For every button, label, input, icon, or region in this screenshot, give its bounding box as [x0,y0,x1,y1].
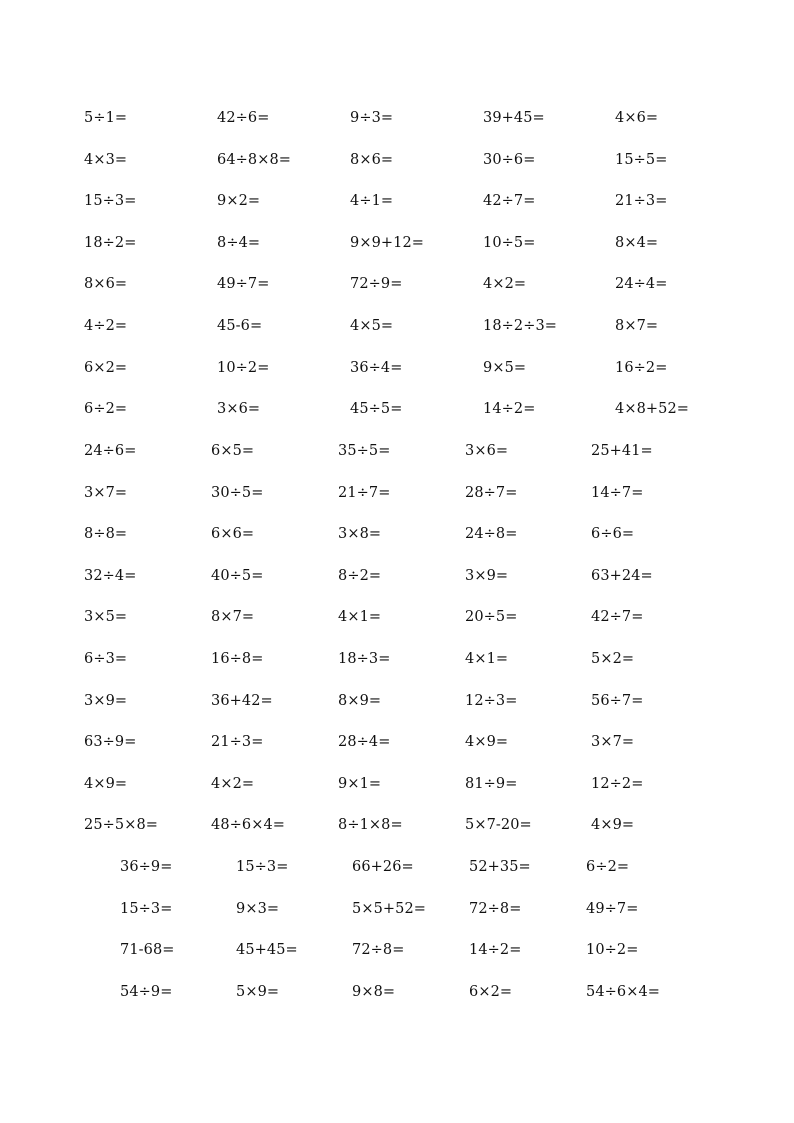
math-problem: 66+26= [352,859,414,875]
math-problem: 54÷9= [120,983,173,1000]
math-problem: 6÷2= [84,401,128,418]
math-problem: 18÷3= [338,650,391,667]
math-problem: 5×9= [236,983,280,1000]
math-problem: 45÷5= [350,401,403,418]
math-problem: 4÷1= [350,193,394,210]
math-problem: 36+42= [211,692,273,709]
math-problem: 36÷4= [350,359,403,376]
math-problem: 3×9= [465,567,509,584]
math-problem: 9×1= [338,775,382,792]
math-problem: 72÷8= [352,942,405,959]
problem-row [0,399,794,441]
math-problem: 4×1= [338,609,382,626]
problem-block-lower [0,857,794,1023]
math-problem: 3×5= [84,609,128,626]
math-problem: 63+24= [591,567,653,584]
math-problem: 8÷1×8= [338,817,403,834]
math-problem: 15÷3= [84,193,137,210]
math-problem: 4×8+52= [615,401,690,418]
problem-row [0,899,794,941]
math-problem: 4×3= [84,151,128,168]
math-problem: 3×9= [84,692,128,709]
math-problem: 72÷8= [469,900,522,917]
math-problem: 3×6= [217,401,261,418]
problem-block-middle [0,441,794,857]
problem-row [0,774,794,816]
math-problem: 21÷7= [338,484,391,501]
math-problem: 4÷2= [84,317,128,334]
math-problem: 12÷2= [591,775,644,792]
math-problem: 71-68= [120,942,175,959]
math-problem: 15÷3= [120,900,173,917]
math-problem: 52+35= [469,859,531,875]
problem-row [0,982,794,1024]
math-problem: 16÷8= [211,650,264,667]
math-problem: 14÷2= [469,942,522,959]
math-problem: 30÷5= [211,484,264,501]
problem-row [0,815,794,857]
problem-row [0,940,794,982]
problem-row [0,607,794,649]
math-problem: 12÷3= [465,692,518,709]
math-problem: 21÷3= [211,734,264,751]
problem-row [0,441,794,483]
math-problem: 8÷2= [338,567,382,584]
math-problem: 6×6= [211,526,255,543]
problem-row [0,274,794,316]
math-problem: 3×7= [84,484,128,501]
math-problem: 56÷7= [591,692,644,709]
math-problem: 3×8= [338,526,382,543]
math-problem: 8×6= [350,151,394,168]
problem-row [0,857,794,899]
math-problem: 4×5= [350,317,394,334]
math-problem: 6×2= [84,359,128,376]
math-problem: 35÷5= [338,443,391,459]
math-problem: 4×9= [465,734,509,751]
math-problem: 3×6= [465,443,509,459]
math-problem: 6÷2= [586,859,630,875]
problem-row [0,358,794,400]
math-problem: 4×1= [465,650,509,667]
math-problem: 6÷6= [591,526,635,543]
math-problem: 10÷2= [586,942,639,959]
math-problem: 64÷8×8= [217,151,292,168]
math-problem: 8×6= [84,276,128,293]
math-problem: 8×4= [615,234,659,251]
math-problem: 81÷9= [465,775,518,792]
math-problem: 5×7-20= [465,817,532,834]
problem-row [0,191,794,233]
math-problem: 9÷3= [350,110,394,126]
math-problem: 24÷4= [615,276,668,293]
math-problem: 4×9= [591,817,635,834]
math-problem: 39+45= [483,110,545,126]
math-problem: 9×9+12= [350,234,425,251]
math-problem: 28÷4= [338,734,391,751]
problem-row [0,108,794,150]
math-problem: 72÷9= [350,276,403,293]
math-problem: 5×2= [591,650,635,667]
problem-row [0,691,794,733]
problem-row [0,524,794,566]
math-problem: 42÷7= [483,193,536,210]
math-problem: 4×2= [211,775,255,792]
problem-row [0,649,794,691]
problem-row [0,732,794,774]
math-problem: 30÷6= [483,151,536,168]
math-problem: 8×7= [211,609,255,626]
math-problem: 18÷2= [84,234,137,251]
problem-row [0,316,794,358]
math-problem: 4×2= [483,276,527,293]
math-problem: 40÷5= [211,567,264,584]
problem-row [0,483,794,525]
math-problem: 6×5= [211,443,255,459]
math-problem: 5÷1= [84,110,128,126]
math-problem: 25+41= [591,443,653,459]
math-problem: 42÷6= [217,110,270,126]
problem-row [0,566,794,608]
math-problem: 5×5+52= [352,900,427,917]
math-problem: 18÷2÷3= [483,317,558,334]
math-problem: 25÷5×8= [84,817,159,834]
math-problem: 14÷7= [591,484,644,501]
math-problem: 14÷2= [483,401,536,418]
math-problem: 16÷2= [615,359,668,376]
problem-block-upper [0,108,794,441]
math-problem: 24÷6= [84,443,137,459]
problem-row [0,150,794,192]
math-problem: 10÷2= [217,359,270,376]
math-problem: 21÷3= [615,193,668,210]
math-problem: 6÷3= [84,650,128,667]
math-problem: 45+45= [236,942,298,959]
math-problem: 36÷9= [120,859,173,875]
math-problem: 15÷3= [236,859,289,875]
math-problem: 8÷8= [84,526,128,543]
math-problem: 48÷6×4= [211,817,286,834]
math-problem: 4×6= [615,110,659,126]
math-problem: 24÷8= [465,526,518,543]
math-problem: 42÷7= [591,609,644,626]
math-problem: 15÷5= [615,151,668,168]
math-problem: 63÷9= [84,734,137,751]
math-problem: 9×2= [217,193,261,210]
math-problem: 8×9= [338,692,382,709]
math-problem: 45-6= [217,317,263,334]
math-problem: 9×5= [483,359,527,376]
math-problem: 8÷4= [217,234,261,251]
math-problem: 3×7= [591,734,635,751]
math-problem: 10÷5= [483,234,536,251]
math-problem: 20÷5= [465,609,518,626]
math-problem: 4×9= [84,775,128,792]
math-problem: 49÷7= [217,276,270,293]
math-problem: 8×7= [615,317,659,334]
math-problem: 9×3= [236,900,280,917]
math-problem: 6×2= [469,983,513,1000]
math-problem: 32÷4= [84,567,137,584]
math-problem: 54÷6×4= [586,983,661,1000]
problem-row [0,233,794,275]
math-problem: 49÷7= [586,900,639,917]
math-problem: 28÷7= [465,484,518,501]
math-problem: 9×8= [352,983,396,1000]
